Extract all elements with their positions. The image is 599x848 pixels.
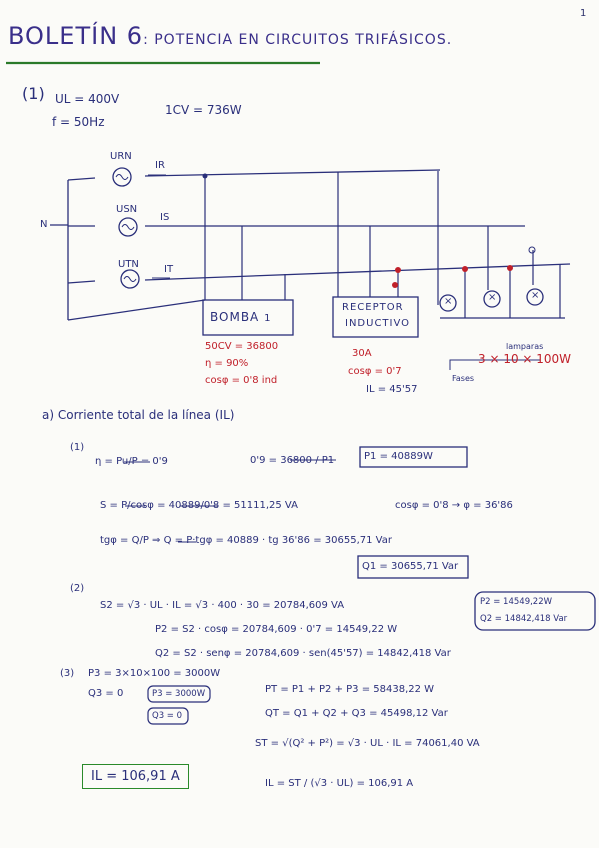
given-cv: 1CV = 736W bbox=[165, 103, 242, 117]
title-rest: : POTENCIA EN CIRCUITOS TRIFÁSICOS. bbox=[143, 32, 453, 48]
inductive-spec-1: 30A bbox=[352, 348, 372, 359]
step-3-label: (3) bbox=[60, 668, 75, 679]
page-number: 1 bbox=[580, 8, 587, 19]
inductive-spec-3: IL = 45'57 bbox=[366, 384, 418, 395]
lamps-spec-top: lamparas bbox=[506, 342, 544, 351]
current-s-label: IS bbox=[160, 212, 170, 223]
pump-spec-1: 50CV = 36800 bbox=[205, 341, 279, 352]
current-t-label: IT bbox=[164, 264, 174, 275]
p2-eq: P2 = S2 · cosφ = 20784,609 · 0'7 = 14549,22 W bbox=[155, 624, 398, 635]
s2-eq: S2 = √3 · UL · IL = √3 · 400 · 30 = 20784,609 VA bbox=[100, 600, 345, 611]
p1-result: P1 = 40889W bbox=[364, 451, 433, 462]
step-2-label: (2) bbox=[70, 583, 85, 594]
given-ul: UL = 400V bbox=[55, 92, 120, 106]
lamp-2-mark: × bbox=[488, 292, 497, 303]
p2-result: P2 = 14549,22W bbox=[480, 597, 553, 607]
source-s-label: USN bbox=[116, 204, 138, 215]
pump-label: BOMBA 1 bbox=[210, 310, 272, 324]
st-eq: ST = √(Q² + P²) = √3 · UL · IL = 74061,40 VA bbox=[255, 738, 480, 749]
problem-number: (1) bbox=[22, 84, 45, 103]
lamps-spec: 3 × 10 × 100W bbox=[478, 352, 572, 366]
p3-result: P3 = 3000W bbox=[152, 689, 206, 699]
title-main: BOLETÍN 6 bbox=[8, 22, 144, 50]
q3-result: Q3 = 0 bbox=[152, 711, 183, 721]
page-title bbox=[8, 22, 452, 50]
qt-eq: QT = Q1 + Q2 + Q3 = 45498,12 Var bbox=[265, 708, 448, 719]
lamp-1-mark: × bbox=[444, 296, 453, 307]
source-t-label: UTN bbox=[118, 259, 139, 270]
pump-spec-3: cosφ = 0'8 ind bbox=[205, 375, 278, 386]
part-a-heading: a) Corriente total de la línea (IL) bbox=[42, 408, 235, 422]
s1-eq: S = P/cosφ = 40889/0'8 = 51111,25 VA bbox=[100, 500, 298, 511]
step-1-label: (1) bbox=[70, 442, 85, 453]
line-t bbox=[145, 264, 570, 280]
p3-eq: P3 = 3×10×100 = 3000W bbox=[88, 668, 221, 679]
tg1-eq: tgφ = Q/P ⇒ Q = P·tgφ = 40889 · tg 36'86 = 30655,71 Var bbox=[100, 535, 392, 546]
cos1-eq: cosφ = 0'8 → φ = 36'86 bbox=[395, 500, 513, 511]
q2-eq: Q2 = S2 · senφ = 20784,609 · sen(45'57) = 14842,418 Var bbox=[155, 648, 451, 659]
given-f: f = 50Hz bbox=[52, 115, 105, 129]
pump-spec-2: η = 90% bbox=[205, 358, 249, 369]
pt-eq: PT = P1 + P2 + P3 = 58438,22 W bbox=[265, 684, 435, 695]
line-r bbox=[145, 170, 440, 176]
eta-eq: η = Pu/P = 0'9 bbox=[95, 456, 168, 467]
inductive-spec-2: cosφ = 0'7 bbox=[348, 366, 402, 377]
inductive-label-1: RECEPTOR bbox=[342, 302, 404, 313]
q3-eq: Q3 = 0 bbox=[88, 688, 124, 699]
final-result: IL = 106,91 A bbox=[82, 764, 189, 789]
inductive-label-2: INDUCTIVO bbox=[345, 318, 411, 329]
lamp-3-mark: × bbox=[531, 290, 540, 301]
eta-calc: 0'9 = 36800 / P1 bbox=[250, 455, 335, 466]
lamps-spec-bottom: Fases bbox=[452, 374, 475, 383]
neutral-label: N bbox=[40, 219, 48, 230]
il-calc: IL = ST / (√3 · UL) = 106,91 A bbox=[265, 778, 414, 789]
q2-result: Q2 = 14842,418 Var bbox=[480, 614, 568, 624]
q1-result: Q1 = 30655,71 Var bbox=[362, 561, 459, 572]
current-r-label: IR bbox=[155, 160, 165, 171]
source-r-label: URN bbox=[110, 151, 132, 162]
